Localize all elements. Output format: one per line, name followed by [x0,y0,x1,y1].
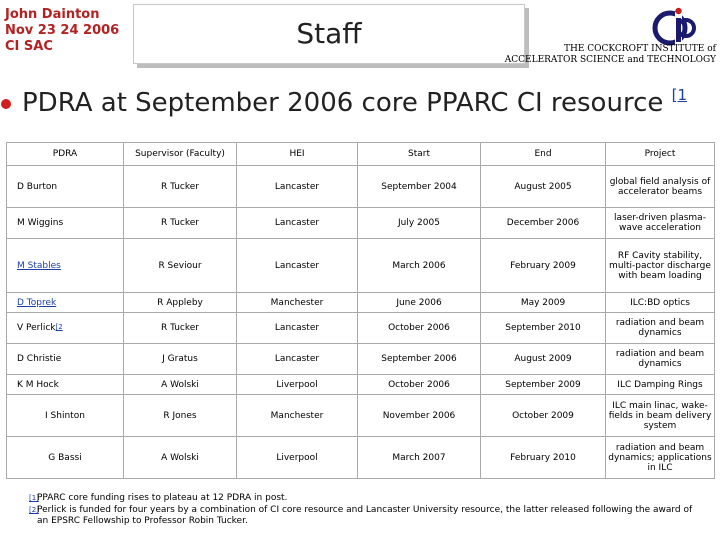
end-date: May 2009 [481,293,606,313]
table-row [7,293,715,313]
hei: Lancaster [237,239,358,293]
end-date: October 2009 [481,395,606,437]
footnotes [37,493,697,528]
pdra-name: D Burton [7,166,124,208]
footnote-2: Perlick is funded for four years by a combination of CI core resource and Lancaster University resource, the latter released following the award of an EPSRC Fellowship to Professor Robin Tucker. [37,504,693,526]
supervisor: A Wolski [124,375,237,395]
start-date: October 2006 [358,313,481,344]
author-name: John Dainton [5,7,100,22]
footnote-marker-2[interactable]: [2] [29,505,39,514]
footnote-ref-1[interactable]: [1 [671,86,688,104]
page-title: Staff [296,17,362,50]
end-date: August 2005 [481,166,606,208]
end-date: September 2010 [481,313,606,344]
column-header-end: End [481,143,606,166]
footnote-1: PPARC core funding rises to plateau at 12 PDRA in post. [37,493,288,503]
start-date: September 2004 [358,166,481,208]
project: ILC main linac, wake-fields in beam delivery system [606,395,715,437]
table-row [7,313,715,344]
pdra-name-text: V Perlick [17,323,56,333]
section-heading-text: PDRA at September 2006 core PPARC CI resource [22,88,664,118]
meeting-name: CI SAC [5,39,53,54]
column-header-pdra: PDRA [7,143,124,166]
start-date: June 2006 [358,293,481,313]
pdra-name: G Bassi [7,437,124,479]
institute-line-2: ACCELERATOR SCIENCE and TECHNOLOGY [504,55,716,65]
end-date: September 2009 [481,375,606,395]
start-date: July 2005 [358,208,481,239]
pdra-name [7,239,124,293]
pdra-link[interactable]: D Toprek [17,297,57,308]
supervisor: R Tucker [124,313,237,344]
column-header-supervisor: Supervisor (Faculty) [124,143,237,166]
hei: Lancaster [237,166,358,208]
table-row [7,208,715,239]
supervisor: R Seviour [124,239,237,293]
table-row [7,239,715,293]
start-date: October 2006 [358,375,481,395]
supervisor: R Appleby [124,293,237,313]
hei: Lancaster [237,208,358,239]
project: global field analysis of accelerator beams [606,166,715,208]
project: laser-driven plasma-wave acceleration [606,208,715,239]
pdra-link[interactable]: M Stables [17,260,61,271]
author-block [5,7,119,55]
project: radiation and beam dynamics [606,344,715,375]
meeting-date: Nov 23 24 2006 [5,23,120,38]
section-heading [22,88,687,118]
pdra-name: K M Hock [7,375,124,395]
pdra-name: M Wiggins [7,208,124,239]
institute-name [505,44,716,66]
supervisor: J Gratus [124,344,237,375]
footnote-marker-1[interactable]: [1] [29,494,39,502]
pdra-name [7,293,124,313]
hei: Manchester [237,395,358,437]
end-date: August 2009 [481,344,606,375]
column-header-hei: HEI [237,143,358,166]
project: radiation and beam dynamics; applications in ILC [606,437,715,479]
column-header-start: Start [358,143,481,166]
table-row [7,437,715,479]
end-date: December 2006 [481,208,606,239]
institute-line-1: THE COCKCROFT INSTITUTE of [564,44,716,54]
hei: Liverpool [237,437,358,479]
start-date: March 2006 [358,239,481,293]
table-row [7,166,715,208]
end-date: February 2009 [481,239,606,293]
hei: Liverpool [237,375,358,395]
project: radiation and beam dynamics [606,313,715,344]
title-box [133,4,525,64]
supervisor: R Jones [124,395,237,437]
hei: Manchester [237,293,358,313]
staff-table [6,142,715,479]
pdra-name: I Shinton [7,395,124,437]
footnote-ref-2[interactable]: [2 [55,323,63,331]
hei: Lancaster [237,313,358,344]
start-date: September 2006 [358,344,481,375]
pdra-name [7,313,124,344]
table-row [7,344,715,375]
bullet-icon [1,99,11,109]
hei: Lancaster [237,344,358,375]
supervisor: R Tucker [124,166,237,208]
project: RF Cavity stability, multi-pactor discharge with beam loading [606,239,715,293]
table-header-row [7,143,715,166]
supervisor: R Tucker [124,208,237,239]
end-date: February 2010 [481,437,606,479]
table-row [7,395,715,437]
column-header-project: Project [606,143,715,166]
supervisor: A Wolski [124,437,237,479]
start-date: March 2007 [358,437,481,479]
project: ILC:BD optics [606,293,715,313]
pdra-name: D Christie [7,344,124,375]
table-row [7,375,715,395]
start-date: November 2006 [358,395,481,437]
project: ILC Damping Rings [606,375,715,395]
